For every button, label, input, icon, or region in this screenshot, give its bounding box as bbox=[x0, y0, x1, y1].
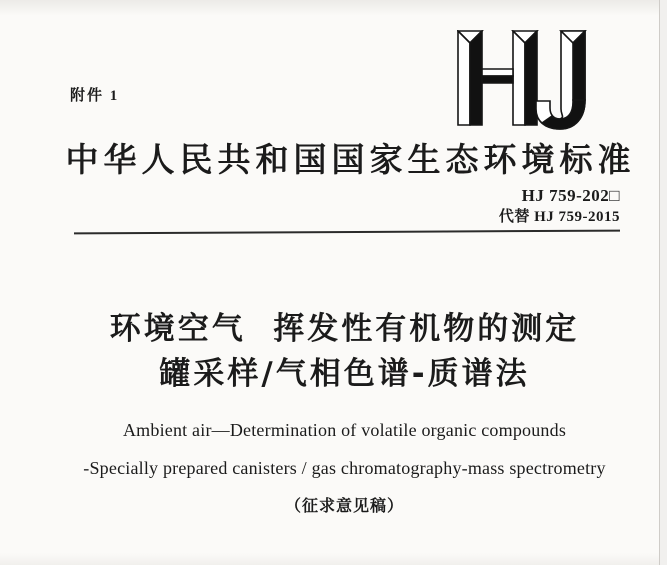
page-content bbox=[30, 0, 659, 565]
title-english-line1: Ambient air—Determination of volatile organic compounds bbox=[122, 420, 567, 440]
standard-number: HJ 759-202□ bbox=[521, 186, 620, 205]
replaces-note: 代替 HJ 759-2015 bbox=[498, 209, 620, 225]
attachment-label: 附件 1 bbox=[70, 88, 120, 104]
scan-edge-right bbox=[659, 0, 667, 565]
draft-for-comments-label: （征求意见稿） bbox=[284, 496, 404, 515]
title-chinese-line1: 环境空气 挥发性有机物的测定 bbox=[109, 311, 580, 347]
national-standard-heading: 中华人民共和国国家生态环境标准 bbox=[65, 143, 636, 179]
title-chinese-line2: 罐采样/气相色谱-质谱法 bbox=[159, 356, 530, 392]
title-english-line2: -Specially prepared canisters / gas chromatography-mass spectrometry bbox=[83, 458, 606, 478]
